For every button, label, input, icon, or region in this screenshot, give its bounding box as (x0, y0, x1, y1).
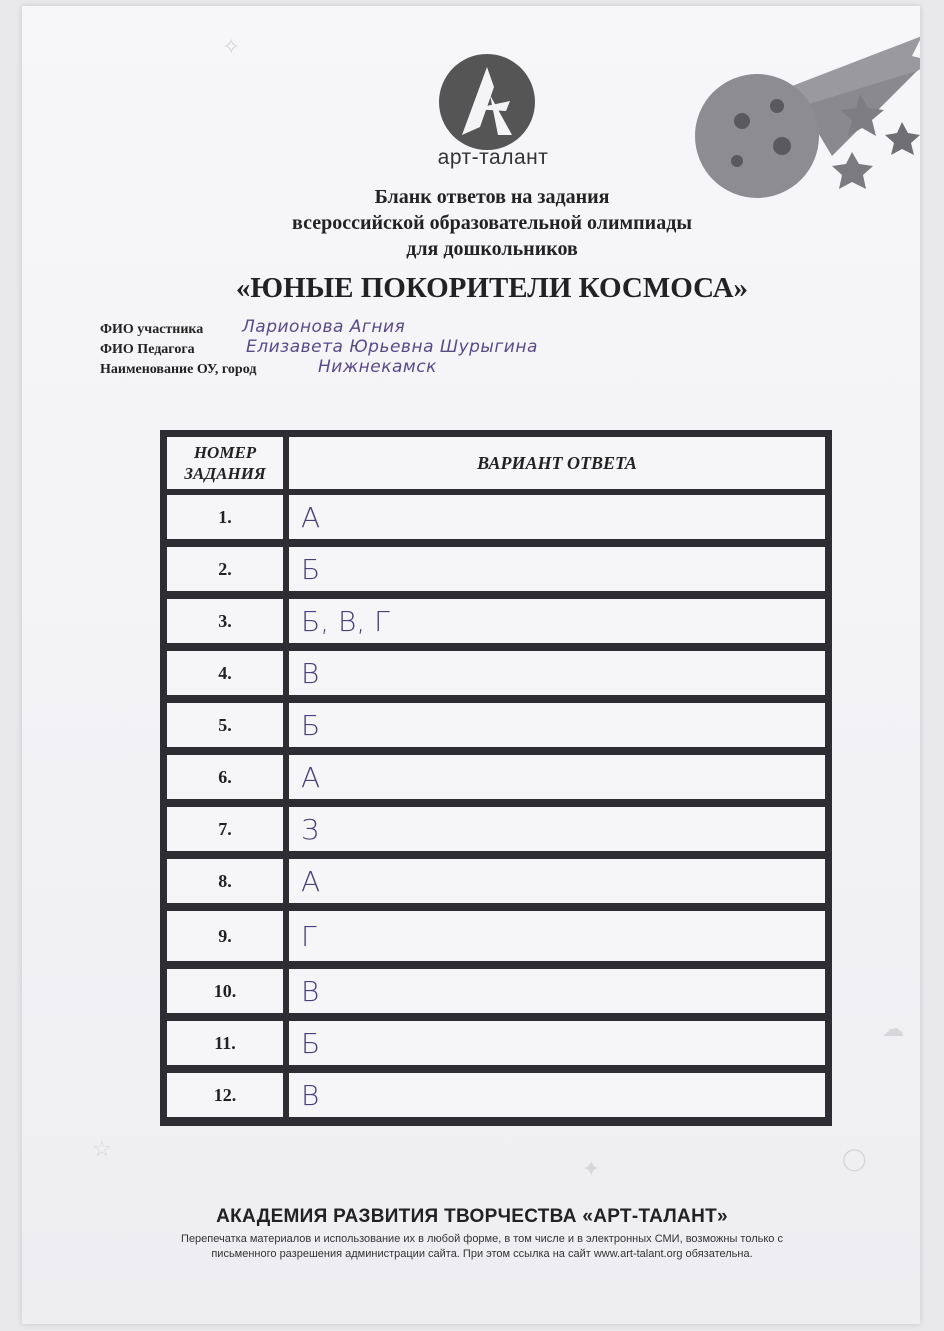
task-number: 8. (166, 858, 284, 904)
teacher-name-value: Елизавета Юрьевна Шурыгина (246, 337, 538, 357)
task-number: 2. (166, 546, 284, 592)
answer-cell: В (288, 650, 826, 696)
school-city-value: Нижнекамск (318, 357, 437, 377)
table-header-row (166, 436, 826, 490)
participant-name-row (100, 317, 406, 342)
answer-cell: З (288, 806, 826, 852)
table-row (166, 910, 826, 962)
table-row (166, 1072, 826, 1118)
school-city-label: Наименование ОУ, город (100, 362, 257, 377)
table-row (166, 650, 826, 696)
answer-cell: В (288, 968, 826, 1014)
doodle-planet-icon: ◯ (842, 1146, 867, 1171)
table-row (166, 494, 826, 540)
footer-title: АКАДЕМИЯ РАЗВИТИЯ ТВОРЧЕСТВА «АРТ-ТАЛАНТ» (216, 1206, 728, 1227)
teacher-name-row (100, 337, 538, 362)
task-number: 11. (166, 1020, 284, 1066)
answer-cell: Г (288, 910, 826, 962)
answer-cell: Б (288, 1020, 826, 1066)
doodle-star-icon: ✧ (222, 34, 241, 59)
task-number: 3. (166, 598, 284, 644)
heading-line-3: для дошкольников (406, 238, 578, 260)
answers-table (160, 430, 832, 1126)
answer-cell: Б (288, 702, 826, 748)
task-number: 12. (166, 1072, 284, 1118)
doodle-rocket-icon: ✦ (582, 1156, 601, 1181)
footer-copyright-note (112, 1232, 852, 1262)
logo-text: арт-талант (437, 146, 549, 169)
form-heading (162, 184, 822, 262)
table-row (166, 598, 826, 644)
task-number: 1. (166, 494, 284, 540)
footer-note-line-1: Перепечатка материалов и использование их в любой форме, в том числе и в электронных СМИ, возможны только с (181, 1233, 783, 1245)
task-number: 5. (166, 702, 284, 748)
column-header-number: НОМЕР ЗАДАНИЯ (166, 436, 284, 490)
doodle-star-icon: ☆ (92, 1136, 112, 1161)
answer-cell: А (288, 858, 826, 904)
answer-cell: А (288, 494, 826, 540)
olympiad-title: «ЮНЫЕ ПОКОРИТЕЛИ КОСМОСА» (235, 272, 749, 304)
school-city-row (100, 357, 437, 382)
task-number: 7. (166, 806, 284, 852)
answer-cell: В (288, 1072, 826, 1118)
participant-name-label: ФИО участника (100, 322, 204, 337)
table-row (166, 754, 826, 800)
table-row (166, 1020, 826, 1066)
participant-name-value: Ларионова Агния (242, 317, 406, 337)
table-row (166, 968, 826, 1014)
answer-cell: А (288, 754, 826, 800)
participant-fields (100, 317, 538, 382)
answer-cell: Б (288, 546, 826, 592)
answer-sheet (22, 6, 920, 1324)
task-number: 9. (166, 910, 284, 962)
table-row (166, 806, 826, 852)
doodle-cloud-icon: ☁ (882, 1016, 904, 1041)
heading-line-2: всероссийской образовательной олимпиады (292, 212, 692, 234)
task-number: 10. (166, 968, 284, 1014)
answer-cell: Б, В, Г (288, 598, 826, 644)
task-number: 4. (166, 650, 284, 696)
table-row (166, 546, 826, 592)
footer-note-line-2: письменного разрешения администрации сайта. При этом ссылка на сайт www.art-talant.org обязательна. (211, 1248, 753, 1260)
table-row (166, 702, 826, 748)
heading-line-1: Бланк ответов на задания (374, 186, 610, 208)
task-number: 6. (166, 754, 284, 800)
teacher-name-label: ФИО Педагога (100, 342, 195, 357)
column-header-answer: ВАРИАНТ ОТВЕТА (288, 436, 826, 490)
table-row (166, 858, 826, 904)
